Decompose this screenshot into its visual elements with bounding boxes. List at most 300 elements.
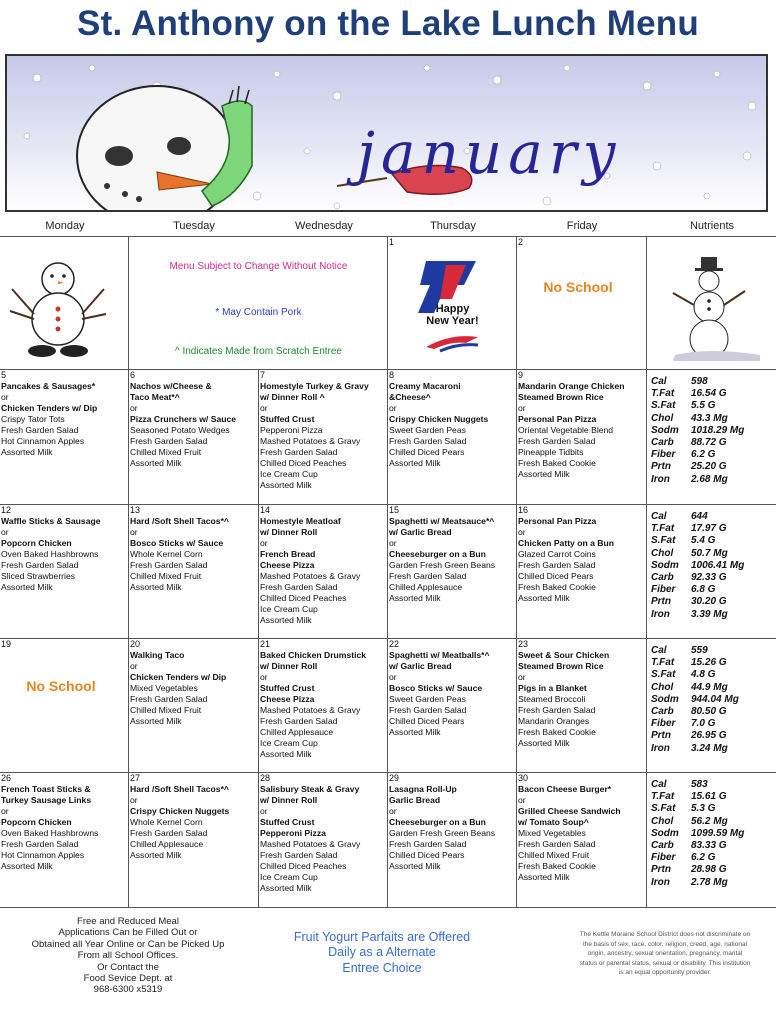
nutrient-value: 15.26 G	[691, 657, 727, 669]
menu-item: Creamy Macaroni	[389, 381, 461, 391]
menu-item: Stuffed Crust	[260, 683, 315, 693]
holiday-line1: Happy	[435, 303, 470, 315]
nutrient-label: Cal	[651, 645, 667, 656]
menu-item: Crispy Tator Tots	[1, 414, 65, 424]
menu-item: Glazed Carrot Coins	[518, 549, 596, 559]
menu-item: Assorted Milk	[389, 593, 441, 603]
menu-item: Pineapple Tidbits	[518, 447, 584, 457]
nutrient-value: 2.78 Mg	[691, 876, 728, 888]
nutrient-row	[651, 560, 776, 572]
menu-item: Chilled Applesauce	[389, 582, 463, 592]
menu-item: w/ Dinner Roll	[260, 527, 318, 537]
day-number: 12	[1, 505, 12, 515]
nutrient-row	[651, 535, 776, 547]
menu-item: Chilled Applesauce	[130, 839, 204, 849]
or-separator: or	[518, 403, 526, 413]
menu-item: Chilled Mixed Fruit	[130, 447, 202, 457]
or-separator: or	[260, 403, 268, 413]
or-separator: or	[1, 392, 9, 402]
day-monday: Monday	[45, 220, 85, 232]
nutrient-value: 16.54 G	[691, 388, 727, 400]
nutrient-value: 26.95 G	[691, 730, 727, 742]
menu-item: Baked Chicken Drumstick	[260, 650, 367, 660]
menu-item: Steamed Brown Rice	[518, 392, 604, 402]
or-separator: or	[130, 403, 138, 413]
menu-item: Cheeseburger on a Bun	[389, 549, 486, 559]
menu-item: w/ Dinner Roll ^	[260, 392, 325, 402]
nutrient-value: 50.7 Mg	[691, 547, 728, 559]
menu-item: Chilled Mixed Fruit	[518, 850, 590, 860]
menu-item: Walking Taco	[130, 650, 185, 660]
nutrient-label: Cal	[651, 511, 667, 522]
menu-item: w/ Garlic Bread	[389, 661, 452, 671]
footer-line: From all School Offices.	[77, 950, 179, 962]
menu-item: Mixed Vegetables	[130, 683, 198, 693]
parfait-note	[262, 930, 502, 976]
menu-item: Taco Meat*^	[130, 392, 180, 402]
or-separator: or	[260, 538, 268, 548]
nutrient-label: Fiber	[651, 584, 676, 596]
or-separator: or	[389, 538, 397, 548]
menu-item: Personal Pan Pizza	[518, 414, 597, 424]
day-number: 16	[518, 505, 529, 515]
menu-item: Stuffed Crust	[260, 414, 315, 424]
menu-item: Chilled Diced Peaches	[260, 593, 347, 603]
menu-item: Lasagna Roll-Up	[389, 784, 457, 794]
nutrient-row	[651, 803, 776, 815]
nutrient-label: S.Fat	[651, 803, 676, 815]
or-separator: or	[130, 795, 138, 805]
day-thursday: Thursday	[430, 220, 476, 232]
menu-item: Oven Baked Hashbrowns	[1, 828, 99, 838]
or-separator: or	[518, 672, 526, 682]
nutrient-value: 6.8 G	[691, 584, 716, 596]
menu-item: Fresh Garden Salad	[1, 839, 79, 849]
nutrient-label: Carb	[651, 572, 674, 584]
day-number: 28	[260, 773, 271, 783]
nutrient-value: 4.8 G	[691, 669, 716, 681]
nutrient-value: 598	[691, 376, 708, 387]
nutrient-value: 1018.29 Mg	[691, 424, 745, 436]
nutrient-value: 30.20 G	[691, 596, 727, 608]
january-banner	[5, 54, 768, 212]
day-cell	[517, 505, 647, 639]
day-number: 13	[130, 505, 141, 515]
nutrient-label: T.Fat	[651, 791, 675, 803]
or-separator: or	[1, 806, 9, 816]
nutrient-label: Sodm	[651, 693, 679, 705]
menu-grid	[0, 236, 776, 909]
menu-item: Pancakes & Sausages*	[1, 381, 96, 391]
menu-item: Mashed Potatoes & Gravy	[260, 705, 361, 715]
nutrient-row	[651, 682, 776, 694]
nutrient-label: Chol	[651, 681, 674, 693]
or-separator: or	[130, 527, 138, 537]
day-number: 8	[389, 370, 395, 380]
nutrient-label: Prtn	[651, 730, 671, 742]
menu-item: Mashed Potatoes & Gravy	[260, 436, 361, 446]
day-number: 23	[518, 639, 529, 649]
menu-item: Ice Cream Cup	[260, 469, 318, 479]
nutrient-row	[651, 461, 776, 473]
day-cell	[388, 370, 517, 505]
nutrient-value: 56.2 Mg	[691, 815, 728, 827]
nutrient-value: 25.20 G	[691, 461, 727, 473]
nutrient-label: Fiber	[651, 718, 676, 730]
day-cell	[388, 773, 517, 908]
menu-item: Fresh Garden Salad	[518, 560, 596, 570]
day-cell	[129, 505, 259, 639]
menu-item: Assorted Milk	[1, 447, 53, 457]
day-cell	[129, 773, 259, 908]
nutrient-value: 80.50 G	[691, 706, 727, 718]
notice-cell	[129, 237, 388, 370]
notice-change: Menu Subject to Change Without Notice	[169, 261, 348, 272]
menu-item: Cheese Pizza	[260, 694, 315, 704]
nutrient-label: Sodm	[651, 424, 679, 436]
menu-item: Cheese Pizza	[260, 560, 315, 570]
menu-item: Assorted Milk	[260, 615, 312, 625]
nutrient-label: Cal	[651, 376, 667, 387]
menu-item: Assorted Milk	[130, 716, 182, 726]
menu-item: Assorted Milk	[1, 582, 53, 592]
menu-item: Pepperoni Pizza	[260, 828, 326, 838]
footer-line: The Kettle Moraine School District does not discriminate on	[579, 931, 751, 938]
nutrient-row	[651, 572, 776, 584]
menu-item: Waffle Sticks & Sausage	[1, 516, 101, 526]
notice-pork: * May Contain Pork	[215, 307, 302, 318]
or-separator: or	[518, 527, 526, 537]
nutrient-value: 583	[691, 779, 708, 790]
nutrient-value: 6.2 G	[691, 449, 716, 461]
menu-item: Cheeseburger on a Bun	[389, 817, 486, 827]
nutrients-cell	[647, 639, 776, 773]
no-school-label: No School	[543, 279, 613, 295]
menu-item: Mashed Potatoes & Gravy	[260, 839, 361, 849]
nutrient-row	[651, 791, 776, 803]
menu-item: Ice Cream Cup	[260, 738, 318, 748]
nutrient-row	[651, 743, 776, 755]
menu-item: Fresh Garden Salad	[130, 560, 208, 570]
menu-item: Chilled Diced Pears	[389, 447, 465, 457]
nutrient-row	[651, 474, 776, 486]
menu-item: Pizza Crunchers w/ Sauce	[130, 414, 237, 424]
snowman-icon	[6, 259, 126, 370]
menu-item: Fresh Baked Cookie	[518, 861, 596, 871]
nutrient-value: 3.24 Mg	[691, 742, 728, 754]
menu-item: Sweet & Sour Chicken	[518, 650, 610, 660]
menu-item: Assorted Milk	[518, 469, 570, 479]
footer-line: origin, ancestry, sexual orientation, pregnancy, marital	[587, 950, 743, 958]
nutrient-row	[651, 816, 776, 828]
nutrient-value: 644	[691, 511, 708, 522]
menu-item: Chicken Tenders w/ Dip	[130, 672, 227, 682]
menu-item: Pigs in a Blanket	[518, 683, 587, 693]
day-nutrients: Nutrients	[689, 220, 735, 232]
footer-line: Daily as a Alternate	[328, 945, 436, 960]
menu-item: Assorted Milk	[260, 883, 312, 893]
menu-item: Assorted Milk	[518, 738, 570, 748]
day-cell	[259, 639, 388, 773]
menu-item: Fresh Garden Salad	[260, 582, 338, 592]
day-number: 21	[260, 639, 271, 649]
nutrient-label: Sodm	[651, 559, 679, 571]
snowman-hat-cell	[647, 237, 776, 370]
footer-line: Entree Choice	[342, 960, 422, 975]
menu-item: Garlic Bread	[389, 795, 441, 805]
menu-item: Fresh Garden Salad	[130, 694, 208, 704]
menu-item: Fresh Garden Salad	[518, 839, 596, 849]
holiday-line2: New Year!	[426, 315, 479, 327]
menu-item: Homestyle Meatloaf	[260, 516, 341, 526]
nutrient-row	[651, 596, 776, 608]
menu-item: Ice Cream Cup	[260, 872, 318, 882]
footer-line: Applications Can be Filled Out or	[58, 927, 198, 939]
footer-line: Obtained all Year Online or Can be Picked Up	[31, 938, 225, 950]
menu-item: w/ Dinner Roll	[260, 795, 318, 805]
nutrient-row	[651, 779, 776, 791]
menu-item: Fresh Garden Salad	[389, 705, 467, 715]
menu-item: Fresh Garden Salad	[130, 828, 208, 838]
menu-item: Oriental Vegetable Blend	[518, 425, 614, 435]
nutrient-row	[651, 645, 776, 657]
nutrient-label: Chol	[651, 815, 674, 827]
nutrients-cell	[647, 370, 776, 505]
no-school-label: No School	[26, 678, 96, 694]
nutrient-value: 88.72 G	[691, 437, 727, 449]
menu-item: Fresh Garden Salad	[130, 436, 208, 446]
nutrient-value: 559	[691, 645, 708, 656]
menu-item: Chilled Diced Pears	[389, 716, 465, 726]
menu-item: Assorted Milk	[518, 593, 570, 603]
nutrient-label: Carb	[651, 437, 674, 449]
day-friday: Friday	[566, 220, 598, 232]
nutrients-cell	[647, 773, 776, 908]
nutrient-row	[651, 706, 776, 718]
nutrients-cell	[647, 505, 776, 639]
menu-item: Chicken Patty on a Bun	[518, 538, 614, 548]
day-cell	[0, 639, 129, 773]
day-number: 27	[130, 773, 141, 783]
day-cell	[129, 370, 259, 505]
nutrient-row	[651, 828, 776, 840]
nutrient-value: 5.3 G	[691, 803, 716, 815]
menu-item: Assorted Milk	[130, 850, 182, 860]
day-number: 5	[1, 370, 7, 380]
menu-item: Assorted Milk	[1, 861, 53, 871]
menu-item: Spaghetti w/ Meatsauce*^	[389, 516, 495, 526]
menu-item: Bacon Cheese Burger*	[518, 784, 612, 794]
menu-item: Chilled Mixed Fruit	[130, 705, 202, 715]
nutrient-row	[651, 548, 776, 560]
menu-item: Whole Kernel Corn	[130, 817, 203, 827]
or-separator: or	[1, 527, 9, 537]
day-cell	[0, 773, 129, 908]
nutrient-value: 43.3 Mg	[691, 412, 728, 424]
menu-item: Fresh Garden Salad	[1, 560, 79, 570]
or-separator: or	[260, 806, 268, 816]
menu-item: Spaghetti w/ Meatballs*^	[389, 650, 490, 660]
nutrient-row	[651, 730, 776, 742]
nutrient-row	[651, 609, 776, 621]
menu-item: Fresh Garden Salad	[389, 436, 467, 446]
day-cell	[259, 370, 388, 505]
nutrient-label: Prtn	[651, 461, 671, 473]
day-cell	[388, 237, 517, 370]
nutrient-value: 7.0 G	[691, 718, 716, 730]
menu-item: Assorted Milk	[130, 458, 182, 468]
menu-item: Sliced Strawberries	[1, 571, 76, 581]
notice-scratch: ^ Indicates Made from Scratch Entree	[175, 346, 342, 357]
menu-item: Bosco Sticks w/ Sauce	[389, 683, 483, 693]
menu-item: Chilled Mixed Fruit	[130, 571, 202, 581]
day-number: 1	[389, 237, 395, 247]
meal-application-note	[28, 916, 228, 996]
menu-item: Assorted Milk	[518, 872, 570, 882]
month-word: january	[357, 119, 622, 187]
menu-item: Stuffed Crust	[260, 817, 315, 827]
menu-item: Hard /Soft Shell Tacos*^	[130, 516, 229, 526]
footer-line: Free and Reduced Meal	[77, 916, 179, 927]
menu-item: Chilled Diced Pears	[518, 571, 594, 581]
menu-item: Assorted Milk	[389, 727, 441, 737]
menu-item: Fresh Baked Cookie	[518, 727, 596, 737]
menu-item: Fresh Garden Salad	[260, 716, 338, 726]
footer-line: Food Sevice Dept. at	[83, 973, 173, 985]
menu-item: Mandarin Oranges	[518, 716, 590, 726]
nutrient-value: 92.33 G	[691, 572, 727, 584]
menu-item: Chilled Diced Pears	[389, 850, 465, 860]
nondiscrimination-note	[562, 930, 768, 978]
nutrient-value: 1099.59 Mg	[691, 827, 745, 839]
menu-item: Fresh Baked Cookie	[518, 458, 596, 468]
menu-item: Chilled Diced Peaches	[260, 458, 347, 468]
nutrient-row	[651, 437, 776, 449]
nutrient-label: S.Fat	[651, 669, 676, 681]
day-cell	[517, 237, 647, 370]
nutrient-value: 15.61 G	[691, 791, 727, 803]
nutrient-value: 3.39 Mg	[691, 608, 728, 620]
menu-item: Chilled Applesauce	[260, 727, 334, 737]
menu-item: Turkey Sausage Links	[1, 795, 92, 805]
nutrient-label: T.Fat	[651, 388, 675, 400]
menu-item: Hard /Soft Shell Tacos*^	[130, 784, 229, 794]
nutrient-label: Chol	[651, 547, 674, 559]
day-cell	[0, 370, 129, 505]
nutrient-label: Carb	[651, 840, 674, 852]
menu-item: Fresh Garden Salad	[260, 447, 338, 457]
nutrient-label: Fiber	[651, 449, 676, 461]
menu-item: Whole Kernel Corn	[130, 549, 203, 559]
nutrient-label: T.Fat	[651, 523, 675, 535]
day-cell	[517, 639, 647, 773]
nutrient-label: Fiber	[651, 852, 676, 864]
nutrient-row	[651, 449, 776, 461]
menu-item: Assorted Milk	[389, 861, 441, 871]
menu-item: Nachos w/Cheese &	[130, 381, 212, 391]
menu-item: Steamed Brown Rice	[518, 661, 604, 671]
menu-item: Ice Cream Cup	[260, 604, 318, 614]
day-cell	[259, 773, 388, 908]
day-cell	[388, 639, 517, 773]
menu-item: Chilled Diced Peaches	[260, 861, 347, 871]
or-separator: or	[389, 806, 397, 816]
menu-item: Bosco Sticks w/ Sauce	[130, 538, 224, 548]
nutrient-label: T.Fat	[651, 657, 675, 669]
menu-item: Assorted Milk	[260, 749, 312, 759]
menu-item: Fresh Garden Salad	[518, 705, 596, 715]
menu-item: Hot Cinnamon Apples	[1, 850, 85, 860]
nutrient-value: 17.97 G	[691, 523, 727, 535]
day-wednesday: Wednesday	[295, 220, 353, 232]
nutrient-label: Iron	[651, 608, 670, 620]
menu-item: Chicken Tenders w/ Dip	[1, 403, 98, 413]
nutrient-label: Prtn	[651, 864, 671, 876]
menu-item: Sweet Garden Peas	[389, 694, 466, 704]
nutrient-label: S.Fat	[651, 535, 676, 547]
footer-line: Fruit Yogurt Parfaits are Offered	[293, 930, 471, 944]
footer-line: is an equal opportunity provider.	[618, 969, 712, 977]
nutrient-row	[651, 511, 776, 523]
day-cell	[0, 505, 129, 639]
nutrient-value: 5.4 G	[691, 535, 716, 547]
day-tuesday: Tuesday	[173, 220, 215, 232]
menu-item: Popcorn Chicken	[1, 817, 72, 827]
weekday-header	[0, 220, 776, 236]
menu-item: Fresh Baked Cookie	[518, 582, 596, 592]
nutrient-value: 2.68 Mg	[691, 473, 728, 485]
menu-item: Assorted Milk	[260, 480, 312, 490]
menu-item: Seasoned Potato Wedges	[130, 425, 230, 435]
menu-item: Personal Pan Pizza	[518, 516, 597, 526]
nutrient-label: Sodm	[651, 827, 679, 839]
day-number: 26	[1, 773, 12, 783]
nutrient-row	[651, 877, 776, 889]
nutrient-value: 5.5 G	[691, 400, 716, 412]
menu-item: Salisbury Steak & Gravy	[260, 784, 360, 794]
menu-item: French Bread	[260, 549, 316, 559]
menu-item: Grilled Cheese Sandwich	[518, 806, 621, 816]
nutrient-row	[651, 425, 776, 437]
footer-line: status or parental status, sexual or disability. This institution	[579, 959, 751, 967]
footer-line: the basis of sex, race, color, religion, creed, age, national	[582, 940, 748, 948]
nutrient-row	[651, 840, 776, 852]
day-number: 20	[130, 639, 141, 649]
day-number: 15	[389, 505, 400, 515]
menu-item: Crispy Chicken Nuggets	[130, 806, 230, 816]
snowman-cell	[0, 237, 129, 370]
menu-item: w/ Garlic Bread	[389, 527, 452, 537]
menu-item: Oven Baked Hashbrowns	[1, 549, 99, 559]
or-separator: or	[130, 661, 138, 671]
nutrient-row	[651, 584, 776, 596]
menu-item: Mixed Vegetables	[518, 828, 586, 838]
nutrient-row	[651, 523, 776, 535]
snowman-hat-icon	[665, 255, 765, 365]
nutrient-label: Iron	[651, 473, 670, 485]
menu-item: Mandarin Orange Chicken	[518, 381, 625, 391]
nutrient-row	[651, 376, 776, 388]
menu-item: Assorted Milk	[130, 582, 182, 592]
day-number: 29	[389, 773, 400, 783]
menu-item: w/ Tomato Soup^	[518, 817, 589, 827]
nutrient-label: Iron	[651, 742, 670, 754]
nutrient-row	[651, 413, 776, 425]
day-cell	[259, 505, 388, 639]
menu-item: &Cheese^	[389, 392, 431, 402]
nutrient-row	[651, 694, 776, 706]
day-number: 6	[130, 370, 136, 380]
